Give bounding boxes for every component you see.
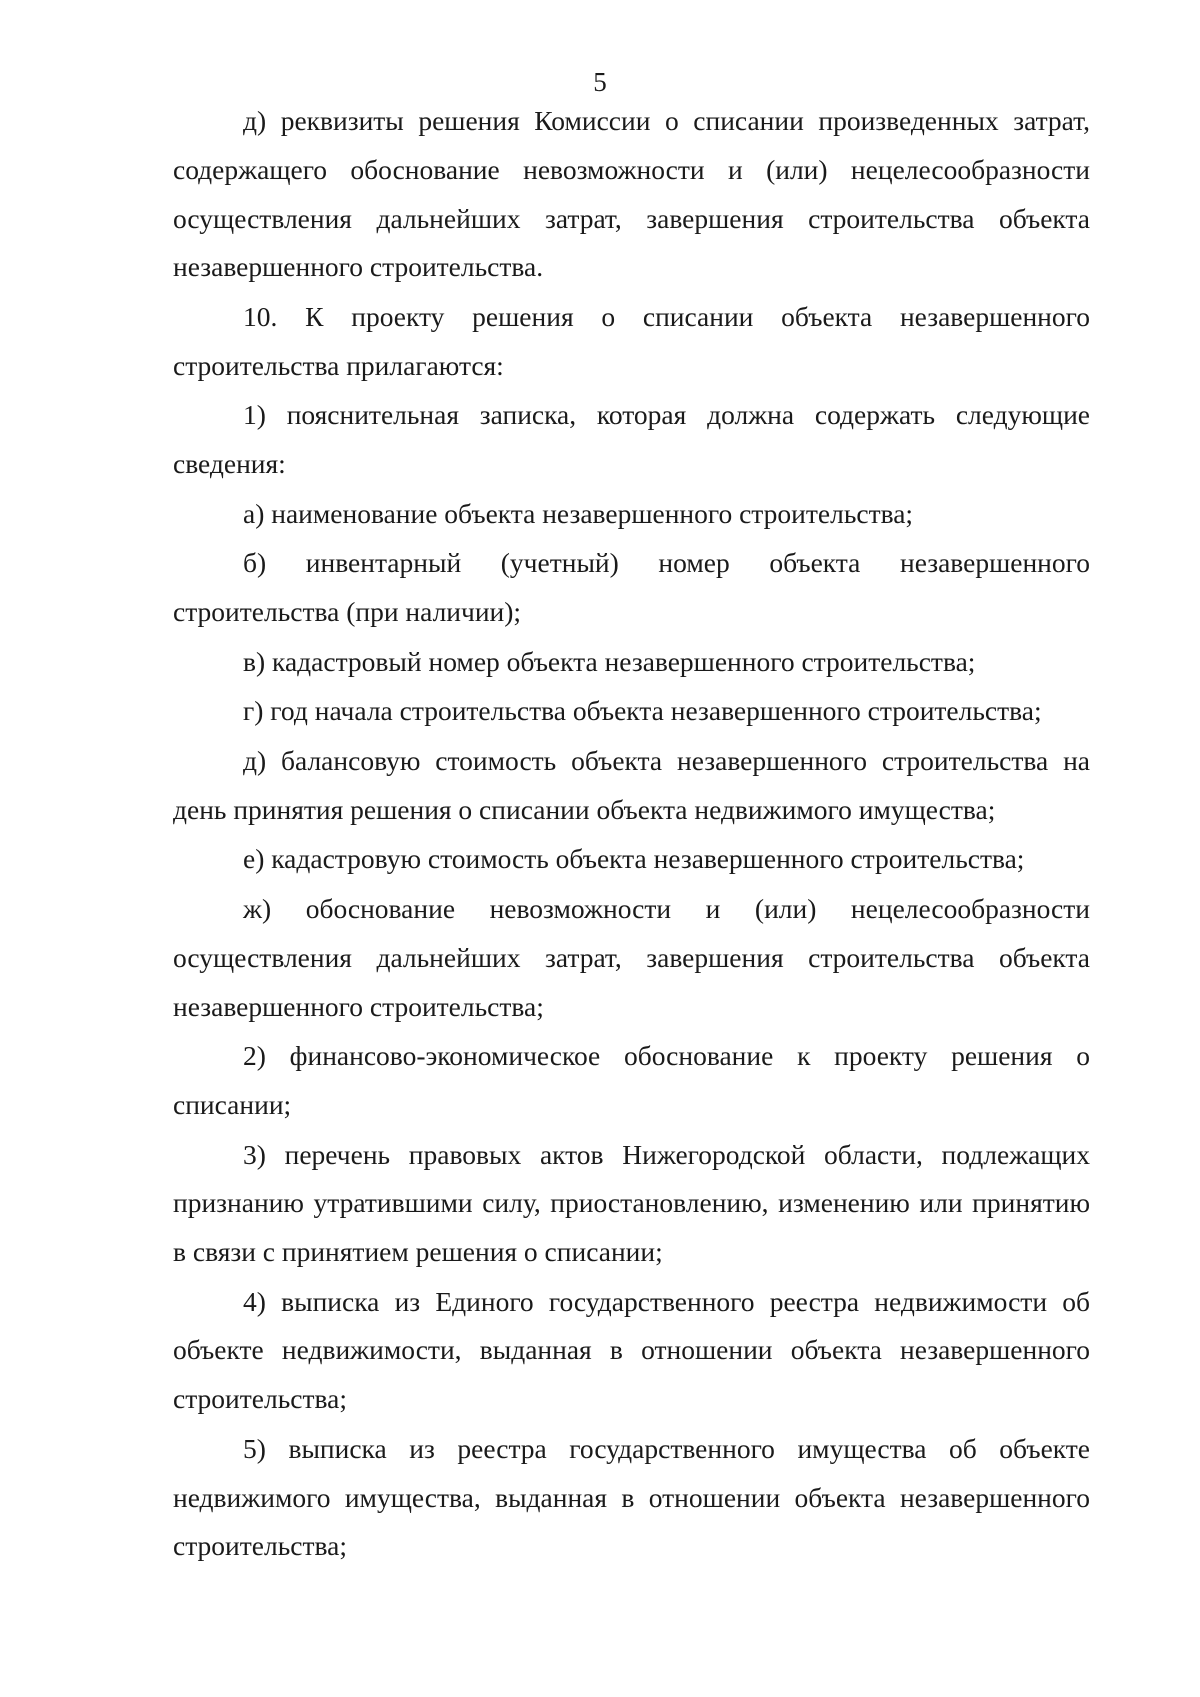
paragraph-financial-justification: 2) финансово-экономическое обоснование к проекту решения о списании;: [173, 1040, 1090, 1120]
paragraph-item-10: 10. К проекту решения о списании объекта незавершенного строительства прилагаются:: [173, 300, 1090, 381]
paragraph-registry-extract: 5) выписка из реестра государственного имущества об объекте недвижимого имущества, выданная в отношении объекта незавершенного строительства;: [173, 1432, 1090, 1562]
paragraph-explanatory-note: 1) пояснительная записка, которая должна содержать следующие сведения:: [173, 399, 1090, 480]
paragraph-sub-a: а) наименование объекта незавершенного строительства;: [243, 497, 914, 529]
paragraph-sub-g: г) год начала строительства объекта незавершенного строительства;: [243, 695, 1042, 727]
page-number: 5: [593, 67, 607, 97]
paragraph-sub-v: в) кадастровый номер объекта незавершенного строительства;: [243, 645, 976, 677]
document-body: [173, 97, 1090, 1572]
paragraph-sub-d: д) балансовую стоимость объекта незавершенного строительства на день принятия решения о списании объекта недвижимого имущества;: [173, 744, 1090, 825]
paragraph-sub-b: б) инвентарный (учетный) номер объекта незавершенного строительства (при наличии);: [173, 547, 1090, 628]
paragraph-requisites: д) реквизиты решения Комиссии о списании произведенных затрат, содержащего обоснование невозможности и (или) нецелесообразности осуществления дальнейших затрат, завершения строительства объекта незавершенного строительства.: [173, 105, 1090, 283]
paragraph-sub-zh: ж) обоснование невозможности и (или) нецелесообразности осуществления дальнейших затрат, завершения строительства объекта незавершенного строительства;: [173, 892, 1090, 1022]
paragraph-egrn-extract: 4) выписка из Единого государственного реестра недвижимости об объекте недвижимости, выданная в отношении объекта незавершенного строительства;: [173, 1285, 1090, 1415]
paragraph-sub-e: е) кадастровую стоимость объекта незавершенного строительства;: [243, 843, 1025, 875]
paragraph-legal-acts-list: 3) перечень правовых актов Нижегородской области, подлежащих признанию утратившими силу, приостановлению, изменению или принятию в связи с принятием решения о списании;: [173, 1138, 1090, 1268]
